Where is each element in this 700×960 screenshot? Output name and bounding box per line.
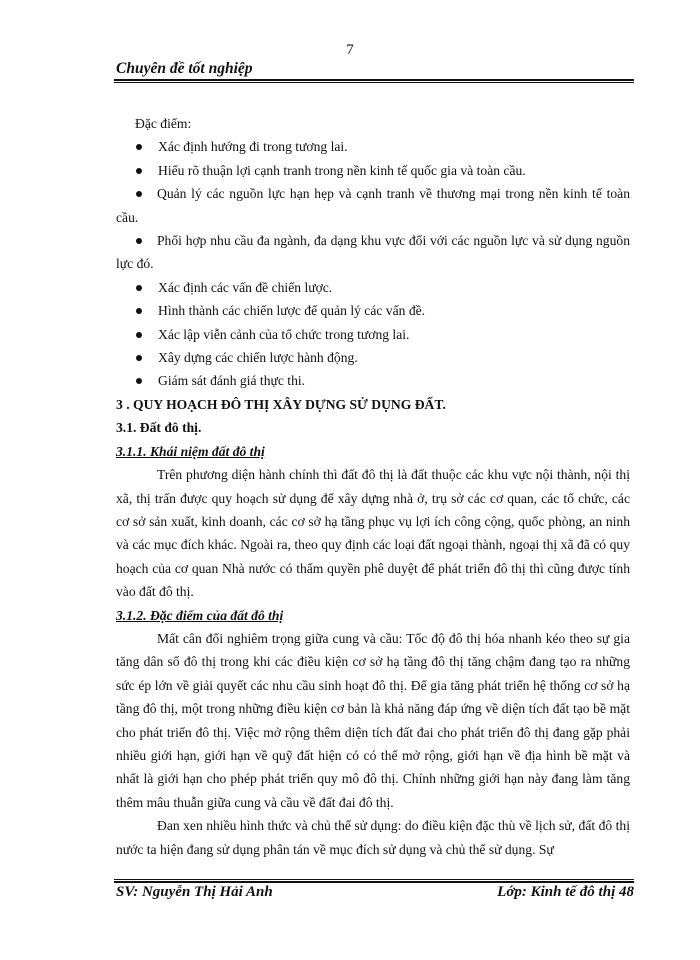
bullet-icon (136, 285, 142, 291)
bullet-icon (136, 168, 142, 174)
subsubsection-heading: 3.1.2. Đặc điểm của đất đô thị (116, 607, 284, 623)
list-item: Xác định hướng đi trong tương lai. (116, 135, 630, 158)
list-item: Xác lập viễn cảnh của tổ chức trong tương lai. (116, 323, 630, 346)
paragraph: Trên phương diện hành chính thì đất đô thị là đất thuộc các khu vực nội thành, nội thị xã, thị trấn được quy hoạch sử dụng để xây dựng nhà ở, trụ sở các cơ quan, các tổ chức, các cơ sở sản xuất, kinh doanh, các cơ sở hạ tầng phục vụ lợi ích công cộng, quốc phòng, an ninh và các mục đích khác. Ngoài ra, theo quy định các loại đất ngoại thành, ngoại thị xã đã có quy hoạch của cơ quan Nhà nước có thẩm quyền phê duyệt để phát triển đô thị thì cũng được tính vào đất đô thị. (116, 467, 630, 600)
header-rule-thin (114, 82, 634, 83)
section-heading: 3 . QUY HOẠCH ĐÔ THỊ XÂY DỰNG SỬ DỤNG ĐẤT. (116, 396, 446, 412)
page-body (116, 112, 630, 861)
list-item: Xây dựng các chiến lược hành động. (116, 346, 630, 369)
bullet-icon (136, 238, 142, 244)
bullet-icon (136, 355, 142, 361)
list-item: Hiểu rõ thuận lợi cạnh tranh trong nền kinh tế quốc gia và toàn cầu. (116, 159, 630, 182)
footer-student: SV: Nguyễn Thị Hải Anh (116, 884, 273, 900)
footer-class: Lớp: Kinh tế đô thị 48 (497, 884, 634, 900)
bullet-icon (136, 191, 142, 197)
bullet-icon (136, 378, 142, 384)
list-item: Xác định các vấn đề chiến lược. (116, 276, 630, 299)
bullet-icon (136, 308, 142, 314)
subsection-heading: 3.1. Đất đô thị. (116, 420, 202, 436)
header-title: Chuyên đề tốt nghiệp (116, 60, 253, 77)
footer-rule (114, 881, 634, 883)
paragraph: Đan xen nhiều hình thức và chủ thể sử dụng: do điều kiện đặc thù về lịch sử, đất đô thị nước ta hiện đang sử dụng phân tán về mục đích sử dụng và chủ thể sử dụng. Sự (116, 818, 630, 857)
bullet-icon (136, 332, 142, 338)
bullet-icon (136, 144, 142, 150)
paragraph: Mất cân đối nghiêm trọng giữa cung và cầu: Tốc độ đô thị hóa nhanh kéo theo sự gia tăng dân số đô thị trong khi các điều kiện cơ sở hạ tầng đô thị tăng chậm đang tạo ra những sức ép lớn về giải quyết các nhu cầu sinh hoạt đô thị. Để gia tăng phát triển hệ thống cơ sở hạ tầng đô thị, một trong những điều kiện cơ bản là khả năng đáp ứng về diện tích đất tạo bề mặt cho phát triển đô thị. Việc mở rộng thêm diện tích đất đai cho phát triển đô thị đang gặp phải nhiều giới hạn, giới hạn về quỹ đất hiện có có thể mở rộng, giới hạn về địa hình bề mặt và nhất là giới hạn cho phép phát triển quy mô đô thị. Chính những giới hạn này đang làm tăng thêm mâu thuẫn giữa cung và cầu về đất đai đô thị. (116, 630, 630, 810)
subsubsection-heading: 3.1.1. Khái niệm đất đô thị (116, 443, 265, 459)
header-rule (114, 79, 634, 81)
page-number: 7 (346, 42, 354, 58)
list-item: Giám sát đánh giá thực thi. (116, 369, 630, 392)
footer-rule-thin (114, 879, 634, 880)
list-item: Phối hợp nhu cầu đa ngành, đa dạng khu vực đối với các nguồn lực và sử dụng nguồn lực đó. (116, 233, 630, 272)
list-item: Hình thành các chiến lược để quản lý các vấn đề. (116, 299, 630, 322)
features-label: Đặc điểm: (135, 116, 192, 131)
list-item: Quản lý các nguồn lực hạn hẹp và cạnh tranh về thương mại trong nền kinh tế toàn cầu. (116, 186, 630, 225)
